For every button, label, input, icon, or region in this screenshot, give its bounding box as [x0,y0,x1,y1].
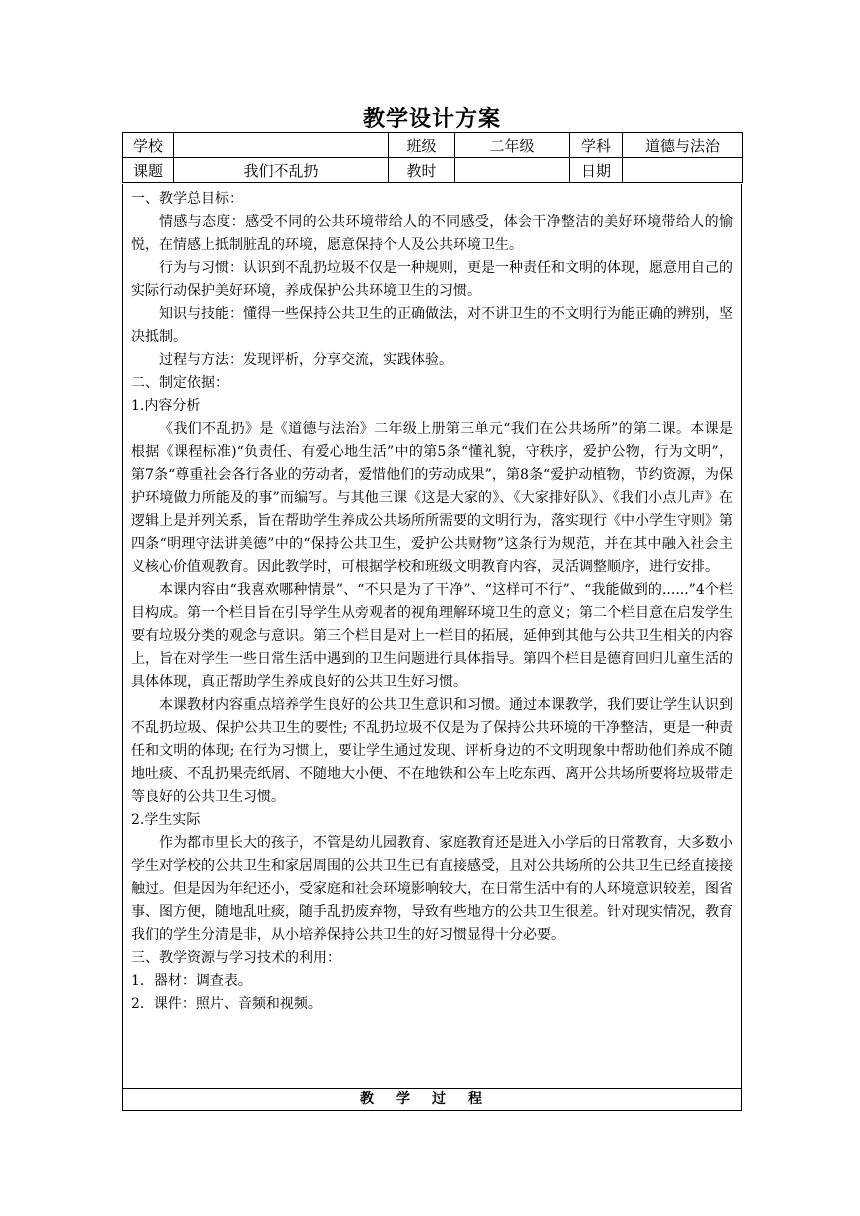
document-title: 教学设计方案 [362,107,501,132]
period-label: 教时 [389,158,455,183]
student-reality-heading: 2.学生实际 [131,812,201,828]
header-row-2 [123,158,743,183]
student-reality-p1: 作为都市里长大的孩子，不管是幼儿园教育、家庭教育还是进入小学后的日常教育，大多数小学生对学校的公共卫生和家居周围的公共卫生已有直接感受，且对公共场所的公共卫生已经直接接触过。但是因为年纪还小，受家庭和社会环境影响较大，在日常生活中有的人环境意识较差，图省事、图方便，随地乱吐痰，随手乱扔废弃物，导致有些地方的公共卫生很差。针对现实情况，教育我们的学生分清是非，从小培养保持公共卫生的好习惯显得十分必要。 [131,835,733,943]
teaching-process-bar: 教学过程 [122,1088,742,1111]
content-cell [122,184,742,1089]
content-body [123,184,741,1016]
content-analysis-p3: 本课教材内容重点培养学生良好的公共卫生意识和习惯。通过本课教学，我们要让学生认识到不乱扔垃圾、保护公共卫生的要性; 不乱扔垃圾不仅是为了保持公共环境的干净整洁，更是一种责任和文明的体现; 在行为习惯上，要让学生通过发现、评析身边的不文明现象中帮助他们养成不随地吐痰、不乱扔果壳纸屑、不随地大小便、不在地铁和公车上吃东西、离开公共场所要将垃圾带走等良好的公共卫生习惯。 [131,697,733,805]
class-value: 二年级 [455,133,570,158]
header-row-1 [123,133,743,158]
resource-item-1: 1．器材：调查表。 [131,973,252,989]
date-label: 日期 [570,158,623,183]
resource-item-2: 2．课件：照片、音频和视频。 [131,996,322,1012]
subject-value: 道德与法治 [623,133,743,158]
content-analysis-p1: 《我们不乱扔》是《道德与法治》二年级上册第三单元“我们在公共场所”的第二课。本课是根据《课程标准)“负责任、有爱心地生活”中的第5条“懂礼貌，守秩序，爱护公物，行为文明”，第7条“尊重社会各行各业的劳动者，爱惜他们的劳动成果”，第8条“爱护动植物，节约资源，为保护环境做力所能及的事”而编写。与其他三课《这是大家的》、《大家排好队》、《我们小点儿声》在逻辑上是并列关系，旨在帮助学生养成公共场所所需要的文明行为，落实现行《中小学生守则》第四条“明理守法讲美德”中的“保持公共卫生，爱护公共财物”这条行为规范，并在其中融入社会主义核心价值观教育。因此教学时，可根据学校和班级文明教育内容，灵活调整顺序，进行安排。 [131,421,733,575]
subject-label: 学科 [570,133,623,158]
goal-emotion: 情感与态度：感受不同的公共环境带给人的不同感受，体会干净整洁的美好环境带给人的愉悦，在情感上抵制脏乱的环境，愿意保持个人及公共环境卫生。 [131,214,733,253]
header-table [122,132,743,183]
goal-knowledge: 知识与技能：懂得一些保持公共卫生的正确做法，对不讲卫生的不文明行为能正确的辨别，坚决抵制。 [131,306,733,345]
content-analysis-p2: 本课内容由“我喜欢哪种情景”、“不只是为了干净”、“这样可不行”、“我能做到的......”4个栏目构成。第一个栏目旨在引导学生从旁观者的视角理解环境卫生的意义；第二个栏目意在启发学生要有垃圾分类的观念与意识。第三个栏目是对上一栏目的拓展，延伸到其他与公共卫生相关的内容上，旨在对学生一些日常生活中遇到的卫生问题进行具体指导。第四个栏目是德育回归儿童生活的具体体现，真正帮助学生养成良好的公共卫生好习惯。 [131,582,733,690]
school-value [174,133,389,158]
topic-label: 课题 [123,158,174,183]
topic-value: 我们不乱扔 [174,158,389,183]
section-2-title: 二、制定依据： [131,375,229,391]
section-1-title: 一、教学总目标： [131,191,243,207]
goal-process: 过程与方法：发现评析，分享交流，实践体验。 [159,352,453,368]
period-value [455,158,570,183]
school-label: 学校 [123,133,174,158]
section-3-title: 三、教学资源与学习技术的利用： [131,950,341,966]
date-value [623,158,743,183]
goal-behavior: 行为与习惯：认识到不乱扔垃圾不仅是一种规则，更是一种责任和文明的体现，愿意用自己的实际行动保护美好环境，养成保护公共环境卫生的习惯。 [131,260,733,299]
class-label: 班级 [389,133,455,158]
content-analysis-heading: 1.内容分析 [131,398,201,414]
